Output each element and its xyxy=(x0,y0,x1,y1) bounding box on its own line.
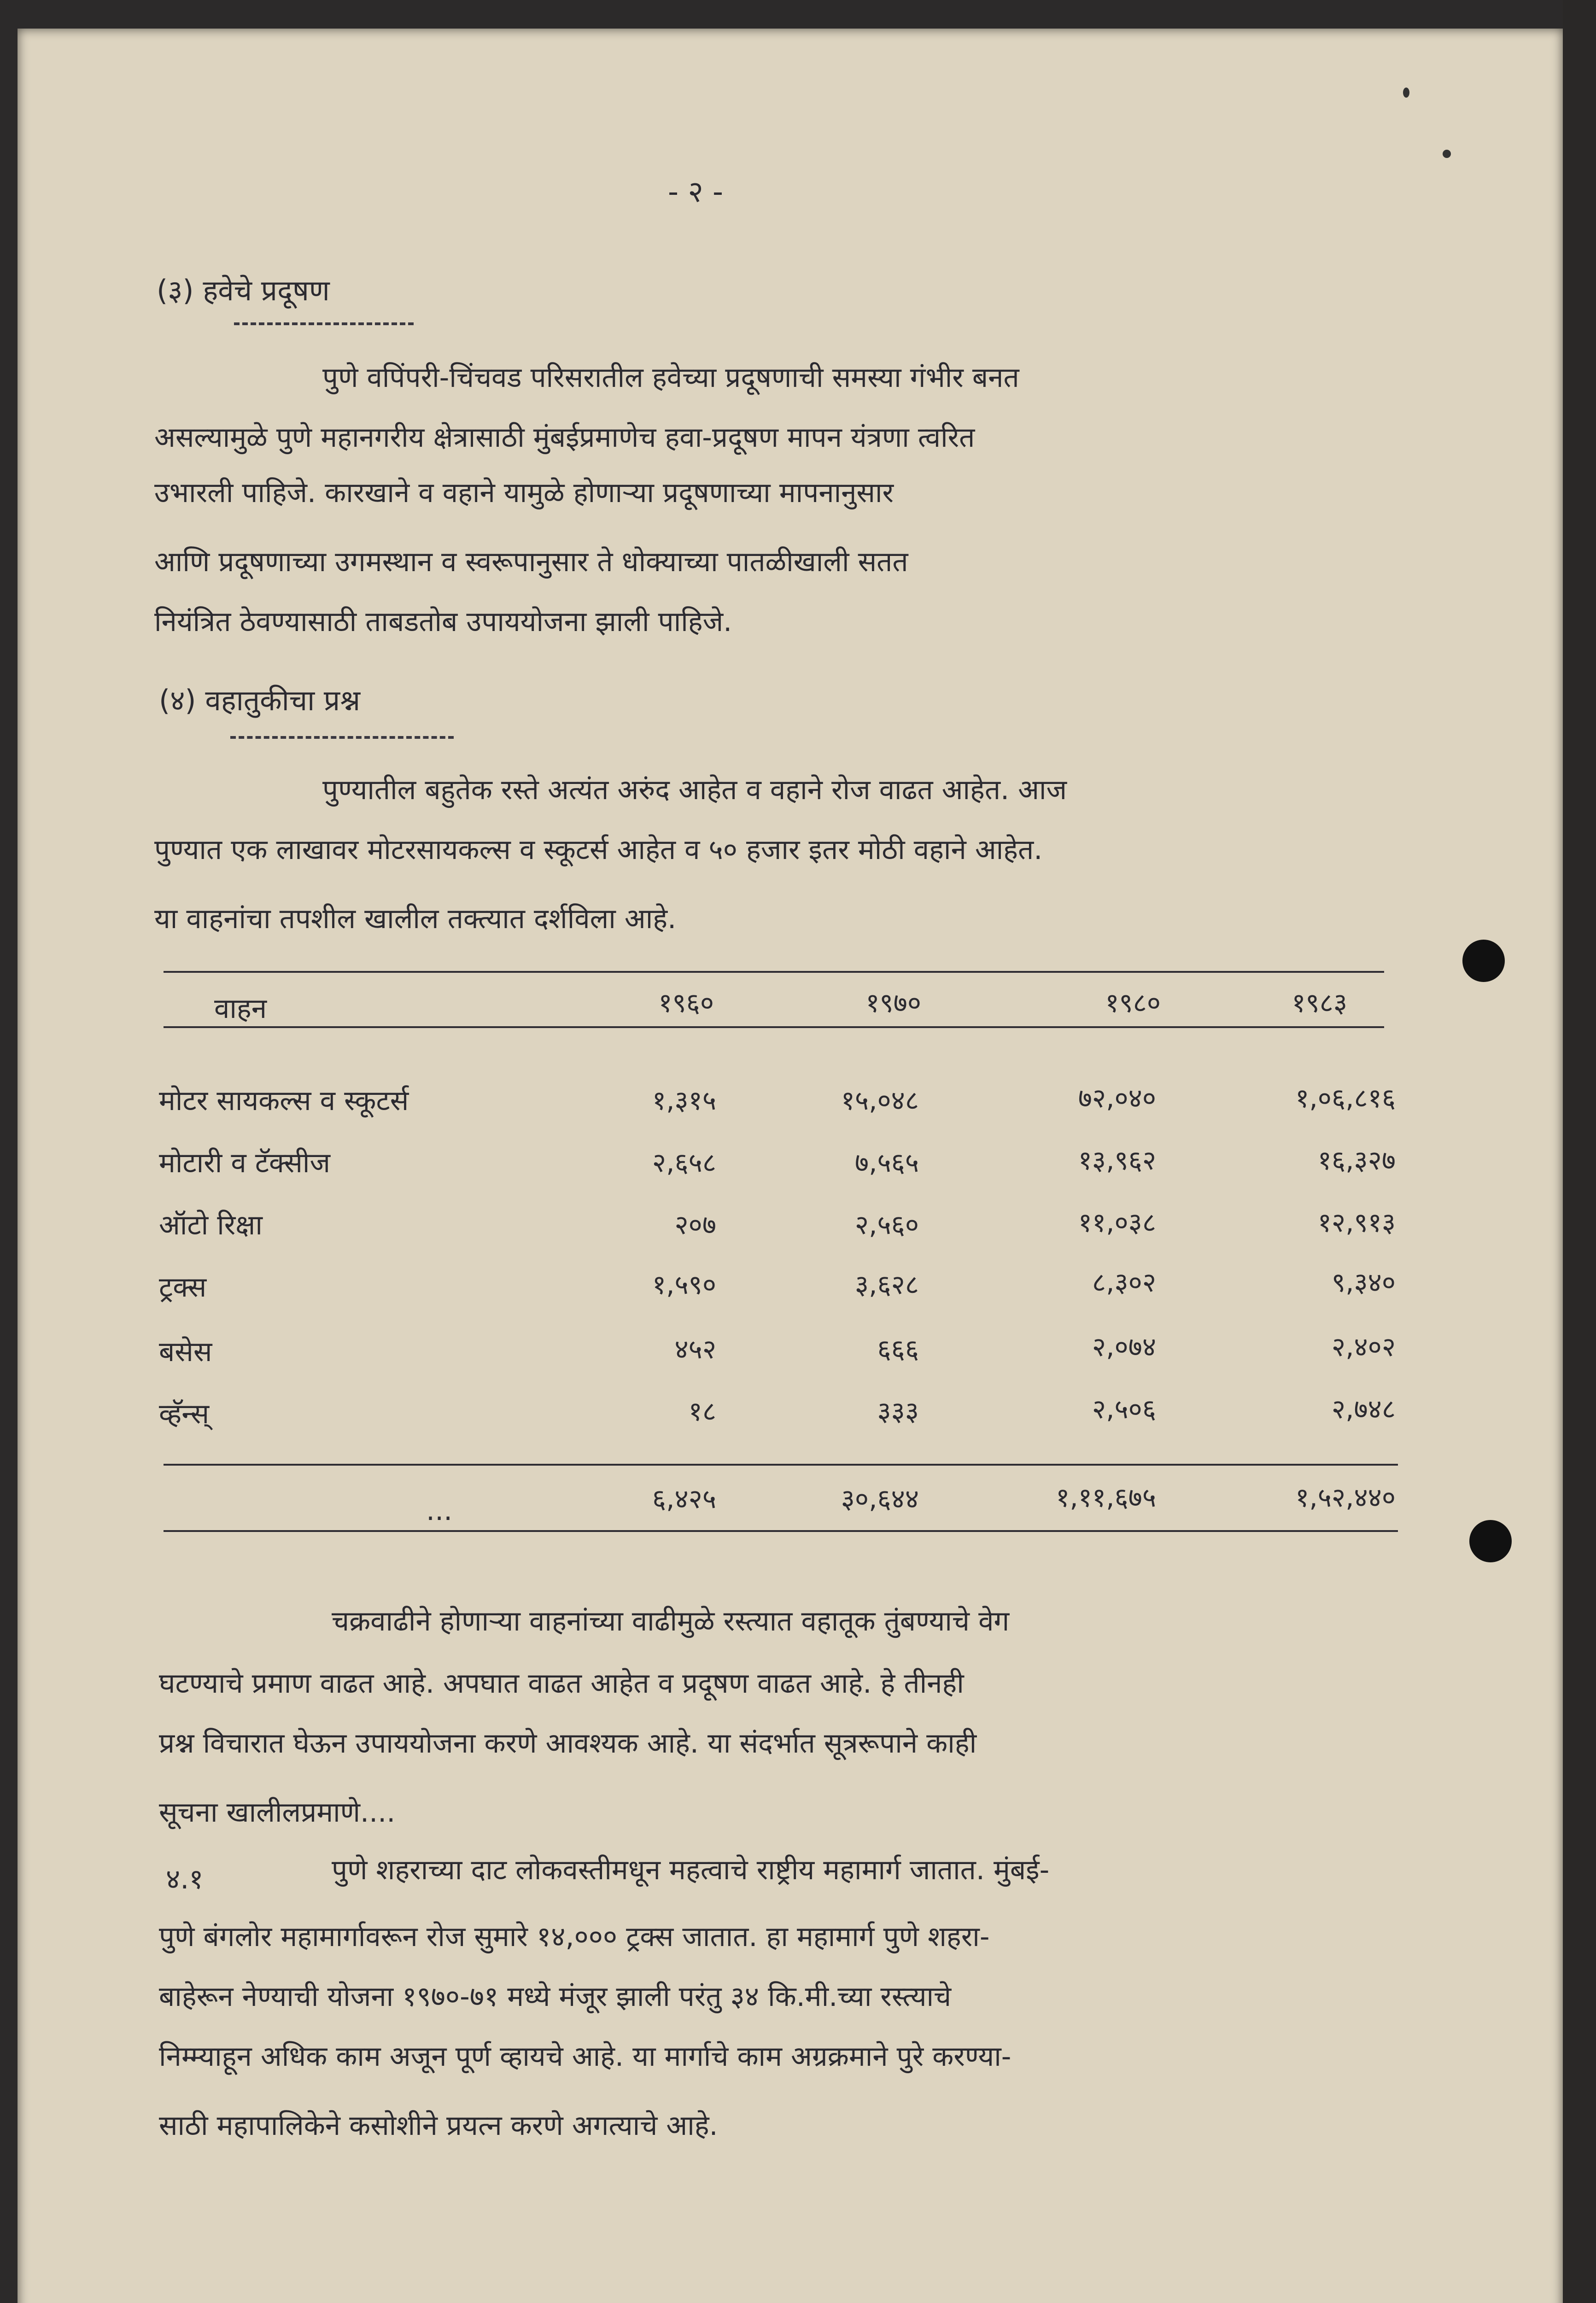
table-year-header: १९६० xyxy=(658,987,714,1018)
table-cell: ११,०३८ xyxy=(1078,1207,1156,1238)
heading-underline xyxy=(234,322,414,325)
table-total-cell: ६,४२५ xyxy=(652,1483,716,1514)
table-cell: ८,३०२ xyxy=(1092,1267,1156,1298)
table-row-label: मोटर सायकल्स व स्कूटर्स xyxy=(159,1085,409,1117)
table-cell: २,५०६ xyxy=(1092,1393,1156,1425)
paragraph-line: बाहेरून नेण्याची योजना १९७०-७१ मध्ये मंजूर झाली परंतु ३४ कि.मी.च्या रस्त्याचे xyxy=(159,1981,952,2013)
table-cell: ३३३ xyxy=(877,1396,919,1427)
table-cell: ४५२ xyxy=(674,1333,716,1365)
table-header-rule xyxy=(164,1026,1384,1028)
table-cell: ७,५६५ xyxy=(854,1147,919,1178)
table-cell: १२,९१३ xyxy=(1317,1207,1396,1238)
table-cell: ७२,०४० xyxy=(1078,1082,1156,1114)
heading-underline xyxy=(230,736,454,739)
table-total-cell: १,११,६७५ xyxy=(1056,1482,1156,1513)
table-total-cell: १,५२,४४० xyxy=(1295,1482,1396,1513)
table-cell: २,४०२ xyxy=(1331,1331,1396,1362)
table-cell: ९,३४० xyxy=(1331,1267,1396,1298)
table-row-label: ऑटो रिक्षा xyxy=(159,1209,263,1241)
table-cell: २,५६० xyxy=(854,1209,919,1240)
table-cell: २,७४८ xyxy=(1331,1393,1396,1425)
paragraph-line: आणि प्रदूषणाच्या उगमस्थान व स्वरूपानुसार ते धोक्याच्या पातळीखाली सतत xyxy=(154,546,908,578)
table-cell: १,५९० xyxy=(652,1269,716,1300)
table-row-label: मोटारी व टॅक्सीज xyxy=(159,1147,330,1179)
table-bottom-rule xyxy=(164,1530,1398,1532)
table-row-label: ट्रक्स xyxy=(159,1271,207,1303)
table-year-header: १९७० xyxy=(865,987,921,1018)
table-cell: १५,०४८ xyxy=(841,1085,919,1116)
table-cell: १,३१५ xyxy=(652,1085,716,1116)
table-total-rule xyxy=(164,1464,1398,1466)
table-top-rule xyxy=(164,971,1384,973)
section-4-heading: (४) वहातुकीचा प्रश्न xyxy=(159,684,361,717)
table-total-label: ... xyxy=(426,1495,453,1527)
paper-speck xyxy=(1403,88,1409,98)
paragraph-line: निम्म्याहून अधिक काम अजून पूर्ण व्हायचे आहे. या मार्गाचे काम अग्रक्रमाने पुरे करण्या- xyxy=(159,2040,1011,2073)
table-year-header: १९८३ xyxy=(1292,987,1347,1018)
paragraph-line: चक्रवाढीने होणाऱ्या वाहनांच्या वाढीमुळे रस्त्यात वहातूक तुंबण्याचे वेग xyxy=(332,1605,1010,1637)
table-cell: २०७ xyxy=(674,1209,716,1240)
paragraph-line: उभारली पाहिजे. कारखाने व वहाने यामुळे होणाऱ्या प्रदूषणाच्या मापनानुसार xyxy=(154,477,894,509)
table-header-label: वाहन xyxy=(214,993,267,1025)
paragraph-line: प्रश्न विचारात घेऊन उपाययोजना करणे आवश्यक आहे. या संदर्भात सूत्ररूपाने काही xyxy=(159,1727,977,1759)
table-cell: ३,६२८ xyxy=(854,1269,919,1300)
paragraph-line: या वाहनांचा तपशील खालील तक्त्यात दर्शविला आहे. xyxy=(154,903,677,935)
page-number: - २ - xyxy=(668,175,724,209)
table-row-label: व्हॅन्स् xyxy=(159,1398,210,1430)
paragraph-line: घटण्याचे प्रमाण वाढत आहे. अपघात वाढत आहेत व प्रदूषण वाढत आहे. हे तीनही xyxy=(159,1667,964,1700)
paragraph-line: पुण्यातील बहुतेक रस्ते अत्यंत अरुंद आहेत व वहाने रोज वाढत आहेत. आज xyxy=(322,774,1067,806)
table-cell: १६,३२७ xyxy=(1317,1145,1396,1176)
table-row-label: बसेस xyxy=(159,1336,212,1368)
table-cell: २,६५८ xyxy=(652,1147,716,1178)
paper-speck xyxy=(1443,150,1451,158)
paragraph-line: साठी महापालिकेने कसोशीने प्रयत्न करणे अगत्याचे आहे. xyxy=(159,2110,718,2142)
table-cell: १,०६,८१६ xyxy=(1295,1082,1396,1114)
section-3-heading: (३) हवेचे प्रदूषण xyxy=(157,274,330,307)
paragraph-line: पुण्यात एक लाखावर मोटरसायकल्स व स्कूटर्स आहेत व ५० हजार इतर मोठी वहाने आहेत. xyxy=(154,834,1043,866)
table-total-cell: ३०,६४४ xyxy=(841,1483,919,1514)
paragraph-line: पुणे वपिंपरी-चिंचवड परिसरातील हवेच्या प्रदूषणाची समस्या गंभीर बनत xyxy=(322,362,1019,394)
paragraph-line: पुणे शहराच्या दाट लोकवस्तीमधून महत्वाचे राष्ट्रीय महामार्ग जातात. मुंबई- xyxy=(332,1854,1050,1886)
punch-hole xyxy=(1469,1520,1512,1562)
table-year-header: १९८० xyxy=(1105,987,1161,1018)
table-cell: १३,९६२ xyxy=(1078,1145,1156,1176)
paragraph-line: नियंत्रित ठेवण्यासाठी ताबडतोब उपाययोजना झाली पाहिजे. xyxy=(154,606,732,638)
table-cell: ६६६ xyxy=(877,1333,919,1365)
paragraph-line: असल्यामुळे पुणे महानगरीय क्षेत्रासाठी मुंबईप्रमाणेच हवा-प्रदूषण मापन यंत्रणा त्वरित xyxy=(154,421,975,454)
punch-hole xyxy=(1462,940,1505,982)
background-edge xyxy=(1563,0,1596,2303)
paragraph-line: सूचना खालीलप्रमाणे.... xyxy=(159,1796,396,1829)
table-cell: २,०७४ xyxy=(1092,1331,1156,1362)
table-cell: १८ xyxy=(688,1396,716,1427)
point-number: ४.१ xyxy=(166,1863,204,1895)
paragraph-line: पुणे बंगलोर महामार्गावरून रोज सुमारे १४,००० ट्रक्स जातात. हा महामार्ग पुणे शहरा- xyxy=(159,1921,990,1953)
